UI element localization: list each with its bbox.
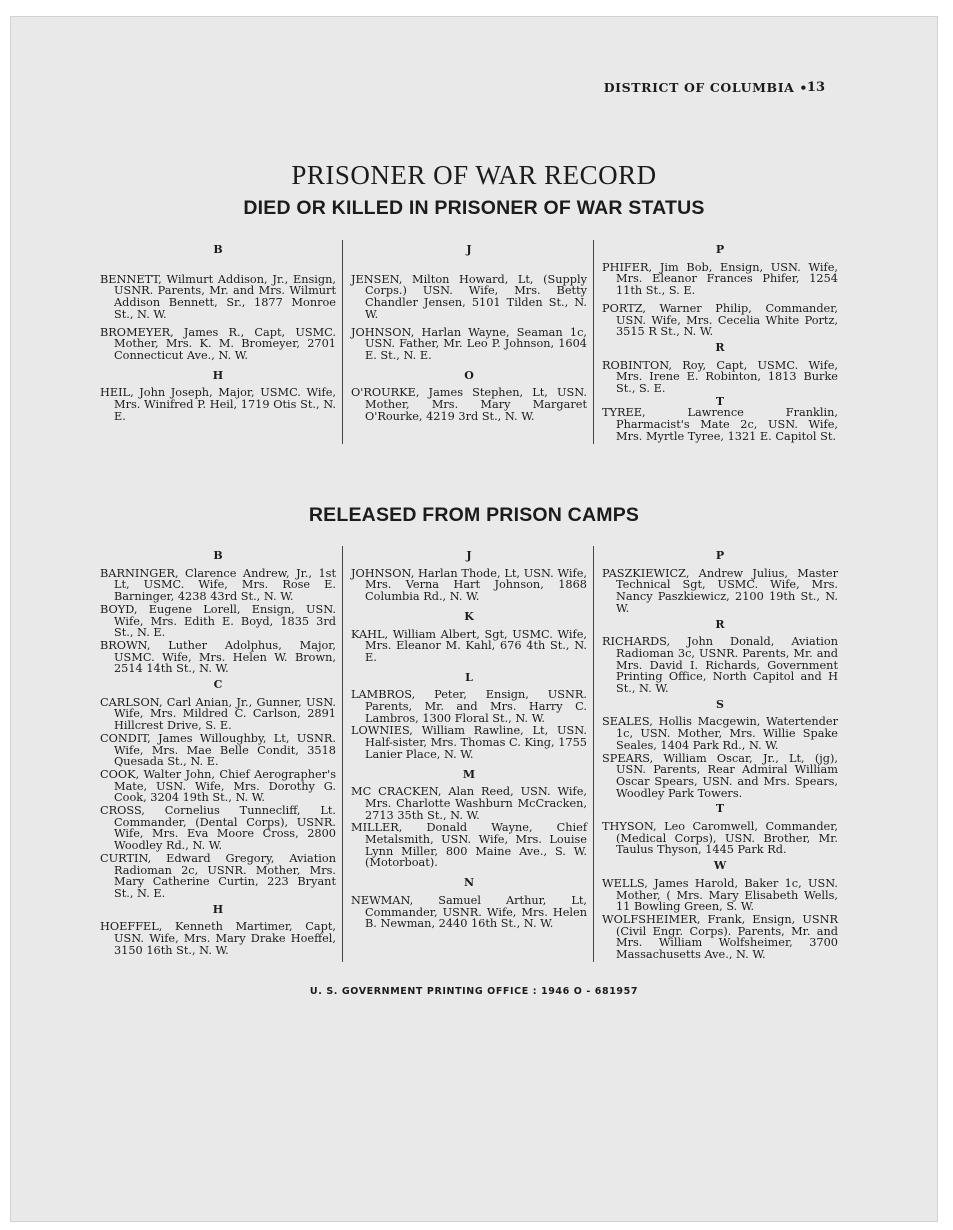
died-column-1 xyxy=(100,240,343,444)
page-number: 13 xyxy=(806,80,825,95)
letter-heading: B xyxy=(213,243,223,256)
running-head: DISTRICT OF COLUMBIA • xyxy=(603,80,808,95)
record-entry: CURTIN, Edward Gregory, Aviation Radioman 2c, USNR. Mother, Mrs. Mary Catherine Curtin, 223 Bryant St., N. E. xyxy=(100,851,336,900)
letter-heading: T xyxy=(715,802,725,816)
letter-heading: M xyxy=(462,767,476,781)
record-entry: WOLFSHEIMER, Frank, Ensign, USNR (Civil Engr. Corps). Parents, Mr. and Mrs. William Wolfsheimer, 3700 Massachusetts Ave., N. W. xyxy=(602,912,838,962)
record-entry: SEALES, Hollis Macgewin, Watertender 1c, USN. Mother, Mrs. Willie Spake Seales, 1404 Park Rd., N. W. xyxy=(602,715,838,752)
record-entry: THYSON, Leo Caromwell, Commander, (Medical Corps), USN. Brother, Mr. Taulus Thyson, 1445 Park Rd. xyxy=(602,820,838,857)
record-entry: WELLS, James Harold, Baker 1c, USN. Mother, ( Mrs. Mary Elisabeth Wells, 11 Bowling Green, S. W. xyxy=(602,876,838,914)
document-page xyxy=(10,16,938,1222)
record-entry: CROSS, Cornelius Tunnecliff, Lt. Commander, (Dental Corps), USNR. Wife, Mrs. Eva Moore Cross, 2800 Woodley Rd., N. W. xyxy=(100,804,336,853)
record-entry: NEWMAN, Samuel Arthur, Lt, Commander, USNR. Wife, Mrs. Helen B. Newman, 2440 16th St., N. W. xyxy=(351,893,587,931)
letter-heading: O xyxy=(464,368,474,382)
letter-heading: H xyxy=(212,902,224,916)
record-entry: LOWNIES, William Rawline, Lt, USN. Half-sister, Mrs. Thomas C. King, 1755 Lanier Place, N. W. xyxy=(351,724,587,761)
letter-heading: C xyxy=(213,678,223,692)
page-title: PRISONER OF WAR RECORD xyxy=(291,160,657,190)
record-entry: MC CRACKEN, Alan Reed, USN. Wife, Mrs. Charlotte Washburn McCracken, 2713 35th St., N. W. xyxy=(351,785,587,822)
record-entry: CONDIT, James Willoughby, Lt, USNR. Wife, Mrs. Mae Belle Condit, 3518 Quesada St., N. E. xyxy=(100,731,336,769)
record-entry: BOYD, Eugene Lorell, Ensign, USN. Wife, Mrs. Edith E. Boyd, 1835 3rd St., N. E. xyxy=(100,602,336,640)
record-entry: BROMEYER, James R., Capt, USMC. Mother, Mrs. K. M. Bromeyer, 2701 Connecticut Ave., N. W. xyxy=(100,325,336,362)
letter-heading: J xyxy=(466,549,472,562)
letter-heading: L xyxy=(465,670,473,684)
record-entry: PHIFER, Jim Bob, Ensign, USN. Wife, Mrs. Eleanor Frances Phifer, 1254 11th St., S. E. xyxy=(602,260,838,298)
released-column-1 xyxy=(100,546,343,962)
record-entry: SPEARS, William Oscar, Jr., Lt, (jg), USN. Parents, Rear Admiral William Oscar Spears, USN. and Mrs. Spears, Woodley Park Towers. xyxy=(602,751,838,800)
record-entry: JOHNSON, Harlan Thode, Lt, USN. Wife, Mrs. Verna Hart Johnson, 1868 Columbia Rd., N. W. xyxy=(351,566,587,604)
record-entry: PASZKIEWICZ, Andrew Julius, Master Technical Sgt, USMC. Wife, Mrs. Nancy Paszkiewicz, 2100 19th St., N. W. xyxy=(602,566,838,615)
released-column-3 xyxy=(602,546,838,962)
record-entry: O'ROURKE, James Stephen, Lt, USN. Mother, Mrs. Mary Margaret O'Rourke, 4219 3rd St., N. W. xyxy=(351,386,587,423)
record-entry: COOK, Walter John, Chief Aerographer's Mate, USN. Wife, Mrs. Dorothy G. Cook, 3204 19th St., N. W. xyxy=(100,767,336,805)
died-column-3 xyxy=(602,240,838,444)
record-entry: ROBINTON, Roy, Capt, USMC. Wife, Mrs. Irene E. Robinton, 1813 Burke St., S. E. xyxy=(602,358,838,396)
section-heading-released: RELEASED FROM PRISON CAMPS xyxy=(308,504,640,526)
letter-heading: P xyxy=(715,549,725,562)
letter-heading: N xyxy=(463,876,475,890)
record-entry: BENNETT, Wilmurt Addison, Jr., Ensign, USNR. Parents, Mr. and Mrs. Wilmurt Addison Bennett, Sr., 1877 Monroe St., N. W. xyxy=(100,272,336,321)
record-entry: JOHNSON, Harlan Wayne, Seaman 1c, USN. Father, Mr. Leo P. Johnson, 1604 E. St., N. E. xyxy=(351,325,587,362)
record-entry: LAMBROS, Peter, Ensign, USNR. Parents, Mr. and Mrs. Harry C. Lambros, 1300 Floral St., N. W. xyxy=(351,688,587,725)
letter-heading: K xyxy=(464,609,474,623)
record-entry: HOEFFEL, Kenneth Martimer, Capt, USN. Wife, Mrs. Mary Drake Hoeffel, 3150 16th St., N. W. xyxy=(100,920,336,957)
printer-imprint: U. S. GOVERNMENT PRINTING OFFICE : 1946 O - 681957 xyxy=(309,986,639,997)
record-entry: MILLER, Donald Wayne, Chief Metalsmith, USN. Wife, Mrs. Louise Lynn Miller, 800 Maine Ave., S. W. (Motorboat). xyxy=(351,821,587,870)
died-columns xyxy=(100,240,838,444)
record-entry: JENSEN, Milton Howard, Lt, (Supply Corps.) USN. Wife, Mrs. Betty Chandler Jensen, 5101 Tilden St., N. W. xyxy=(351,272,587,321)
letter-heading: R xyxy=(715,340,725,354)
record-entry: KAHL, William Albert, Sgt, USMC. Wife, Mrs. Eleanor M. Kahl, 676 4th St., N. E. xyxy=(351,627,587,664)
letter-heading: P xyxy=(715,243,725,256)
letter-heading: B xyxy=(213,549,223,562)
record-entry: RICHARDS, John Donald, Aviation Radioman 3c, USNR. Parents, Mr. and Mrs. David I. Richards, Government Printing Office, North Capitol and H St., N. W. xyxy=(602,635,838,696)
record-entry: PORTZ, Warner Philip, Commander, USN. Wife, Mrs. Cecelia White Portz, 3515 R St., N. W. xyxy=(602,301,838,339)
record-entry: HEIL, John Joseph, Major, USMC. Wife, Mrs. Winifred P. Heil, 1719 Otis St., N. E. xyxy=(100,386,336,423)
released-columns xyxy=(100,546,838,962)
letter-heading: H xyxy=(212,368,224,382)
record-entry: CARLSON, Carl Anian, Jr., Gunner, USN. Wife, Mrs. Mildred C. Carlson, 2891 Hillcrest Drive, S. E. xyxy=(100,695,336,733)
record-entry: BARNINGER, Clarence Andrew, Jr., 1st Lt, USMC. Wife, Mrs. Rose E. Barninger, 4238 43rd St., N. W. xyxy=(100,566,336,604)
letter-heading: W xyxy=(713,859,727,873)
letter-heading: T xyxy=(715,394,725,408)
record-entry: TYREE, Lawrence Franklin, Pharmacist's Mate 2c, USN. Wife, Mrs. Myrtle Tyree, 1321 E. Capitol St. xyxy=(602,406,838,443)
released-column-2 xyxy=(351,546,594,962)
died-column-2 xyxy=(351,240,594,444)
record-entry: BROWN, Luther Adolphus, Major, USMC. Wife, Mrs. Helen W. Brown, 2514 14th St., N. W. xyxy=(100,638,336,676)
letter-heading: R xyxy=(715,617,725,631)
section-heading-died: DIED OR KILLED IN PRISONER OF WAR STATUS xyxy=(243,197,705,219)
letter-heading: S xyxy=(716,697,724,711)
letter-heading: J xyxy=(466,243,472,256)
